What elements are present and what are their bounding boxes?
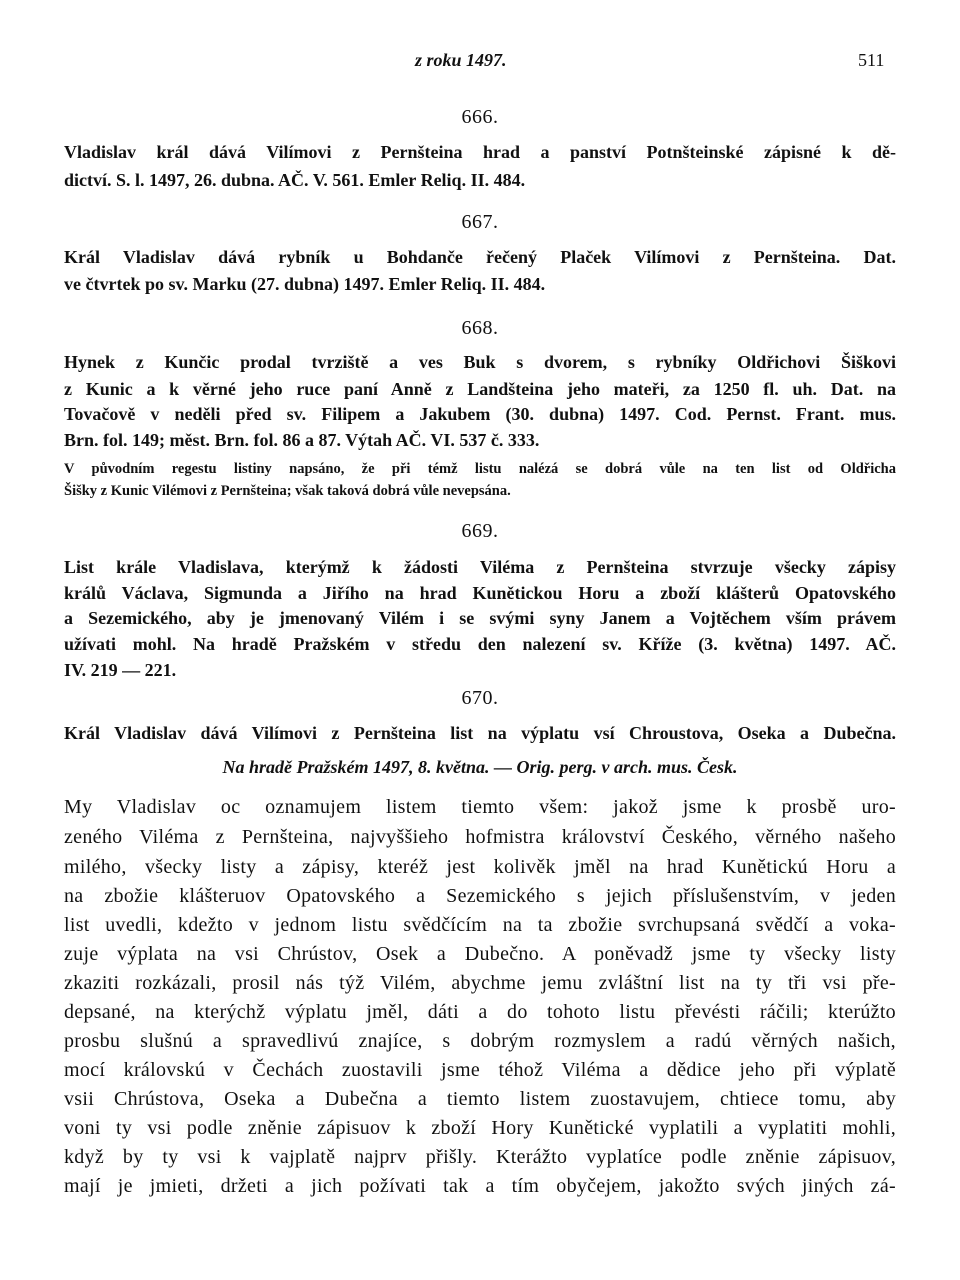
entry-669-line-5: IV. 219 — 221. xyxy=(64,660,177,680)
letter-line-9: prosbu slušnú a spravedlivú znajíce, s dobrým rozmyslem a radú věrných našich, xyxy=(64,1030,896,1052)
entry-669-line-4: užívati mohl. Na hradě Pražském v středu den nalezení sv. Kříže (3. května) 1497. AČ. xyxy=(64,634,896,654)
entry-670-number: 670. xyxy=(461,687,499,709)
entry-669-line-3: a Sezemického, aby je jmenovaný Vilém i se svými syny Janem a Vojtěchem vším právem xyxy=(64,608,896,628)
entry-667-line-2: ve čtvrtek po sv. Marku (27. dubna) 1497. Emler Reliq. II. 484. xyxy=(64,274,546,294)
entry-666-line-1: Vladislav král dává Vilímovi z Pernšteina hrad a panství Potnšteinské zápisné k dě- xyxy=(64,142,896,162)
entry-668-note-1: V původním regestu listiny napsáno, že při témž listu nalézá se dobrá vůle na ten list od Oldřicha xyxy=(64,461,896,477)
letter-line-8: depsané, na kterýchž výplatu jměl, dáti a do tohoto listu převésti ráčili; kterúžto xyxy=(64,1001,896,1023)
entry-669-number: 669. xyxy=(461,520,499,542)
letter-line-10: mocí královskú v Čechách zuostavili jsme téhož Viléma a dědice jeho při výplatě xyxy=(64,1059,896,1081)
page-number: 511 xyxy=(858,50,885,70)
entry-666-number: 666. xyxy=(461,106,499,128)
entry-668-line-1: Hynek z Kunčic prodal tvrziště a ves Buk s dvorem, s rybníky Oldřichovi Šiškovi xyxy=(64,352,896,372)
entry-669-line-1: List krále Vladislava, kterýmž k žádosti Viléma z Pernšteina stvrzuje všecky zápisy xyxy=(64,557,896,577)
letter-line-14: mají je jmieti, držeti a jich požívati tak a tím obyčejem, jakožto svých jiných zá- xyxy=(64,1175,896,1197)
entry-668-line-4: Brn. fol. 149; měst. Brn. fol. 86 a 87. Výtah AČ. VI. 537 č. 333. xyxy=(64,430,540,450)
entry-668-line-2: z Kunic a k věrné jeho ruce paní Anně z Landšteina jeho mateři, za 1250 fl. uh. Dat. na xyxy=(64,379,896,399)
letter-line-2: zeného Viléma z Pernšteina, najvyššieho hofmistra království Českého, věrného našeho xyxy=(64,826,896,848)
entry-666-line-2: dictví. S. l. 1497, 26. dubna. AČ. V. 561. Emler Reliq. II. 484. xyxy=(64,170,526,190)
letter-line-13: když by ty vsi k vajplatě najprv přišly. Kterážto vyplatíce podle zněnie zápisuov, xyxy=(64,1146,896,1168)
entry-668-number: 668. xyxy=(461,317,499,339)
letter-line-4: na zbožie klášteruov Opatovského a Sezemického s jejich příslušenstvím, v jeden xyxy=(64,885,896,907)
entry-667-line-1: Král Vladislav dává rybník u Bohdanče řečený Plaček Vilímovi z Pernšteina. Dat. xyxy=(64,247,896,267)
entry-668-line-3: Tovačově v neděli před sv. Filipem a Jakubem (30. dubna) 1497. Cod. Pernst. Frant. mus. xyxy=(64,404,896,424)
letter-line-11: vsii Chrústova, Oseka a Dubečna a tiemto listem zuostavujem, chtiece tomu, aby xyxy=(64,1088,896,1110)
letter-line-12: voni ty vsi podle zněnie zápisuov k zboží Hory Kunětické vyplatili a vyplatiti mohli, xyxy=(64,1117,896,1139)
letter-line-7: zkaziti rozkázali, prosil nás týž Vilém, abychme jemu zvláštní list na ty tři vsi pře- xyxy=(64,972,896,994)
entry-668-note-2: Šišky z Kunic Vilémovi z Pernšteina; však taková dobrá vůle nevepsána. xyxy=(64,483,511,499)
letter-line-3: milého, všecky listy a zápisy, kteréž jest kolivěk jměl na hrad Kunětickú Horu a xyxy=(64,856,896,878)
entry-669-line-2: králů Václava, Sigmunda a Jiřího na hrad Kunětickou Horu a zboží klášterů Opatovského xyxy=(64,583,896,603)
letter-line-6: zuje výplata na vsi Chrústov, Osek a Dubečno. A poněvadž jsme ty všecky listy xyxy=(64,943,896,965)
entry-667-number: 667. xyxy=(461,211,499,233)
letter-line-5: list uvedli, kdežto v jednom listu svědčícím na ta zbožie svrchupsaná svědčí a voka- xyxy=(64,914,896,936)
entry-670-summary: Král Vladislav dává Vilímovi z Pernšteina list na výplatu vsí Chroustova, Oseka a Dubečna. xyxy=(64,723,896,743)
entry-670-source: Na hradě Pražském 1497, 8. května. — Orig. perg. v arch. mus. Česk. xyxy=(222,757,738,777)
letter-line-1: My Vladislav oc oznamujem listem tiemto všem: jakož jsme k prosbě uro- xyxy=(64,796,896,818)
running-title: z roku 1497. xyxy=(415,50,507,70)
